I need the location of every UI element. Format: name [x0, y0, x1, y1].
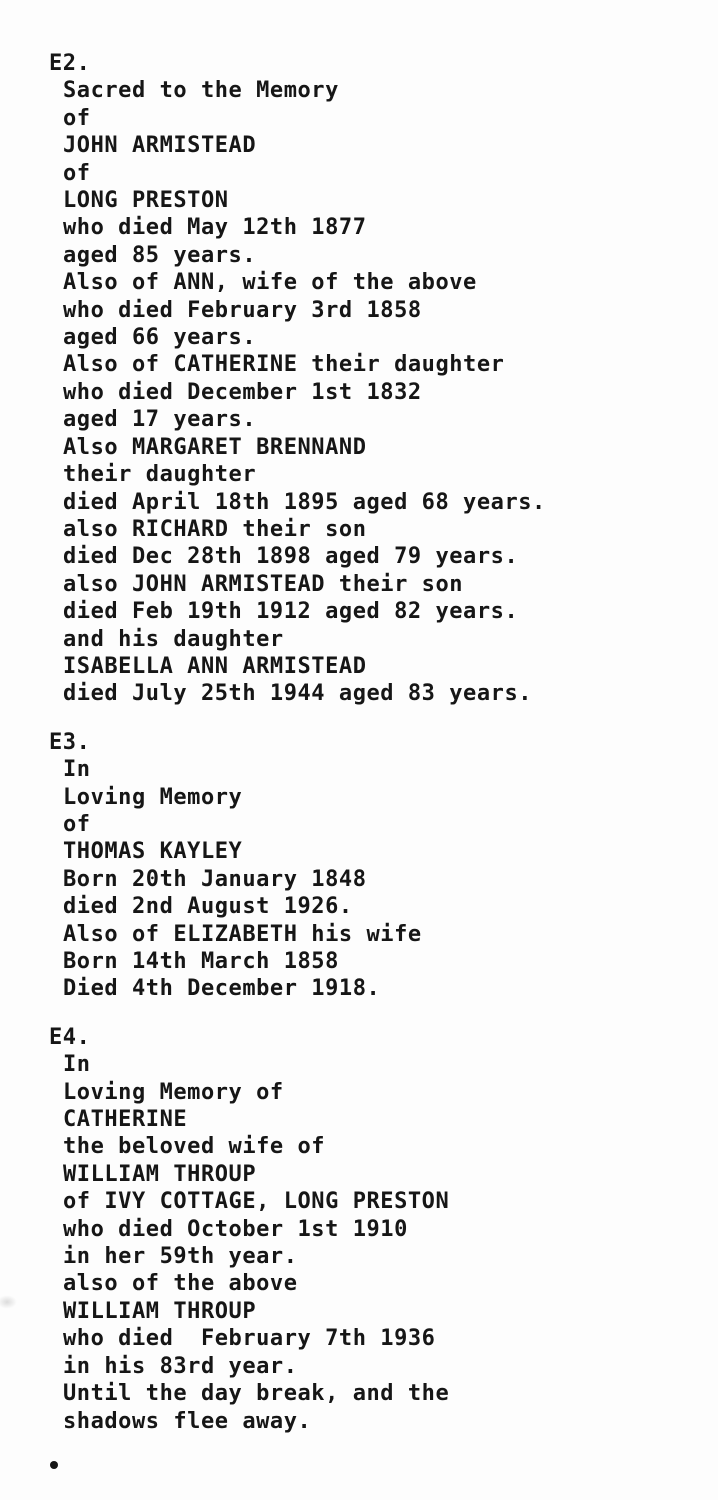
entry-lines — [49, 77, 718, 707]
inscription-line: ISABELLA ANN ARMISTEAD — [63, 653, 367, 679]
inscription-line: in his 83rd year. — [63, 1353, 298, 1379]
inscription-line: Died 4th December 1918. — [63, 976, 381, 1002]
inscription-line: Also of CATHERINE their daughter — [63, 352, 505, 378]
inscription-line: In — [63, 757, 91, 783]
inscription-line: died 2nd August 1926. — [63, 894, 353, 920]
inscription-line: and his daughter — [63, 626, 284, 652]
inscription-line: aged 17 years. — [63, 407, 257, 433]
inscription-line: who died February 7th 1936 — [63, 1326, 436, 1352]
inscription-line: of — [63, 105, 91, 131]
inscription-line: died Feb 19th 1912 aged 82 years. — [63, 599, 519, 625]
inscription-line: Sacred to the Memory — [63, 78, 339, 104]
inscription-entry — [49, 729, 718, 1003]
inscription-line: of IVY COTTAGE, LONG PRESTON — [63, 1189, 450, 1215]
ink-dot — [50, 1461, 58, 1469]
inscription-line: Also of ANN, wife of the above — [63, 270, 477, 296]
inscription-line: of — [63, 811, 91, 837]
inscription-line: who died May 12th 1877 — [63, 215, 367, 241]
inscription-line: the beloved wife of — [63, 1134, 326, 1160]
inscription-line: also RICHARD their son — [63, 516, 367, 542]
inscription-line: died April 18th 1895 aged 68 years. — [63, 489, 546, 515]
inscription-line: Born 20th January 1848 — [63, 866, 367, 892]
inscription-line: Also MARGARET BRENNAND — [63, 434, 367, 460]
inscription-line: their daughter — [63, 462, 257, 488]
inscription-line: JOHN ARMISTEAD — [63, 133, 257, 159]
inscription-line: WILLIAM THROUP — [63, 1298, 257, 1324]
inscription-line: aged 66 years. — [63, 325, 257, 351]
entry-id: E4. — [49, 1024, 91, 1050]
entry-lines — [49, 1051, 718, 1435]
inscription-line: Until the day break, and the — [63, 1381, 450, 1407]
inscription-line: THOMAS KAYLEY — [63, 839, 243, 865]
inscription-entry — [49, 1024, 718, 1435]
inscription-line: died Dec 28th 1898 aged 79 years. — [63, 544, 519, 570]
entry-lines — [49, 756, 718, 1003]
inscription-line: who died October 1st 1910 — [63, 1216, 408, 1242]
inscription-line: in her 59th year. — [63, 1244, 298, 1270]
inscription-line: Loving Memory — [63, 784, 243, 810]
entry-id: E2. — [49, 51, 91, 76]
inscription-line: Also of ELIZABETH his wife — [63, 921, 422, 947]
inscription-entry — [49, 50, 718, 708]
inscription-line: CATHERINE — [63, 1107, 188, 1133]
inscription-line: also JOHN ARMISTEAD their son — [63, 571, 464, 597]
inscription-line: LONG PRESTON — [63, 188, 229, 214]
inscription-line: who died December 1st 1832 — [63, 379, 422, 405]
inscription-line: In — [63, 1052, 91, 1078]
entry-id: E3. — [49, 729, 91, 755]
scan-smudge — [0, 1293, 20, 1311]
inscription-line: aged 85 years. — [63, 242, 257, 268]
inscription-line: of — [63, 160, 91, 186]
inscription-line: Loving Memory of — [63, 1079, 284, 1105]
inscription-line: died July 25th 1944 aged 83 years. — [63, 681, 533, 707]
inscription-line: Born 14th March 1858 — [63, 949, 339, 974]
inscription-line: also of the above — [63, 1271, 298, 1297]
inscription-line: shadows flee away. — [63, 1408, 312, 1434]
inscription-line: who died February 3rd 1858 — [63, 297, 422, 323]
inscription-line: WILLIAM THROUP — [63, 1161, 257, 1187]
